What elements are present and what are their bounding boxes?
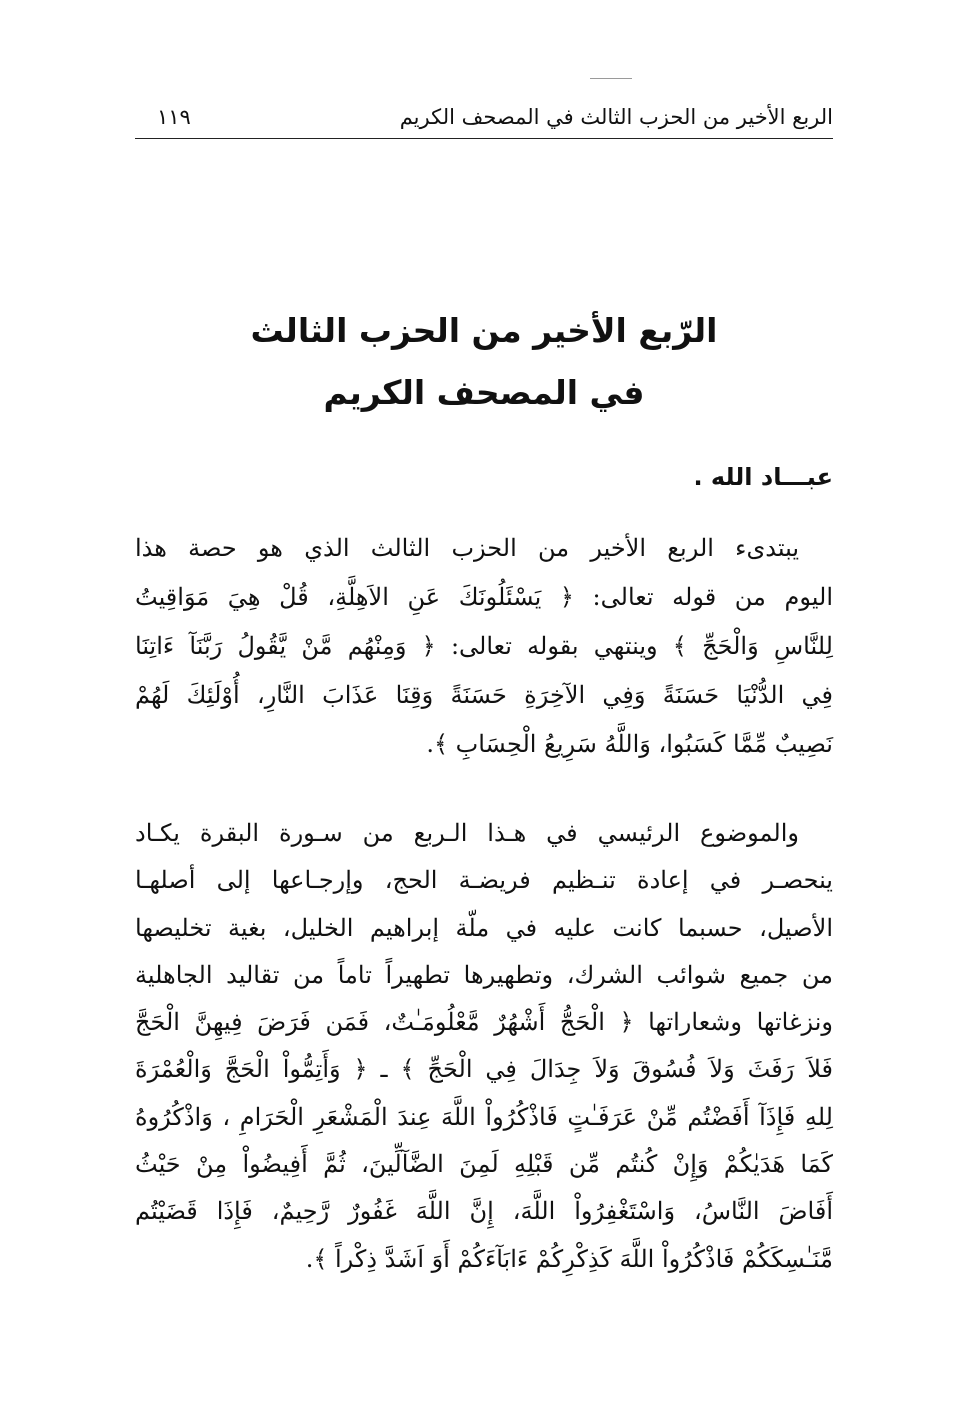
running-title: الربع الأخير من الحزب الثالث في المصحف الكريم xyxy=(399,105,833,129)
chapter-title xyxy=(135,300,833,424)
paragraph-line: فَلاَ رَفَثَ وَلاَ فُسُوقَ وَلاَ جِدَالَ فِي الْحَجِّ ﴾ ـ ﴿ وَأَتِمُّواْ الْحَجَّ وَالْعُمْرَةَ xyxy=(135,1055,834,1084)
paragraph-line: والموضوع الرئيسي في هـذا الـربع من سـورة البقرة يكـاد xyxy=(135,819,799,847)
paragraph-line: كَمَا هَدَيٰكُمْ وَإِنْ كُنتُم مِّن قَبْلِهِ لَمِنَ الضَّآلِّينَ، ثُمَّ أَفِيضُواْ مِنْ حَيْثُ xyxy=(135,1150,833,1179)
paragraph-line: ينحصـر في إعادة تنـظيم فريضـة الحج، وإرجـاعها إلى أصلهـا xyxy=(135,866,833,895)
paragraph-line: فِي الدُّنْيَا حَسَنَةً وَفِي الآخِرَةِ حَسَنَةً وَقِنَا عَذَابَ النَّارِ، أُوْلَئِكَ لَهُمْ xyxy=(135,681,833,709)
chapter-title-line-1: الرّبع الأخير من الحزب الثالث xyxy=(250,311,718,350)
paragraph-line: مَّنَـٰسِكَكُمْ فَاذْكُرُواْ اللَّهَ كَذِكْرِكُمْ ءَابَآءَكُمْ أَوَ اَشَدَّ ذِكْراً ﴾. xyxy=(305,1244,833,1273)
paragraph-line: اليوم من قوله تعالى: ﴿ يَسْئَلُونَكَ عَنِ الاَهِلَّةِ، قُلْ هِيَ مَوَاقِيتُ xyxy=(135,583,833,611)
paragraph-line: لِلهِ فَإِذَآ أَفَضْتُم مِّنْ عَرَفَـٰتٍ فَاذْكُرُواْ اللَّهَ عِندَ الْمَشْعَرِ الْحَرَامِ ، وَاذْكُرُوهُ xyxy=(135,1102,833,1131)
paragraph-line: من جميع شوائب الشرك، وتطهيرها تطهيراً تاماً من تقاليد الجاهلية xyxy=(135,960,833,989)
running-header xyxy=(135,100,833,139)
paragraph-two xyxy=(135,810,833,1283)
paragraph-line: ونزغاتها وشعاراتها ﴿ الْحَجُّ أَشْهُرٌ مَّعْلُومَـٰتٌ، فَمَن فَرَضَ فِيهِنَّ الْحَجَّ xyxy=(135,1008,833,1037)
paragraph-one xyxy=(135,524,833,769)
paragraph-line: أَفَاضَ النَّاسُ، وَاسْتَغْفِرُواْ اللَّهَ، إِنَّ اللَّهَ غَفُورٌ رَّحِيمٌ، فَإِذَا قَضَيْتُم xyxy=(135,1197,833,1226)
chapter-title-line-2: في المصحف الكريم xyxy=(323,373,645,412)
greeting: عبـــاد الله . xyxy=(693,463,833,491)
top-ornament-rule xyxy=(590,78,632,79)
paragraph-line: نَصِيبٌ مِّمَّا كَسَبُوا، وَاللَّهُ سَرِيعُ الْحِسَابِ ﴾. xyxy=(426,730,833,758)
paragraph-line: يبتدىء الربع الأخير من الحزب الثالث الذي هو حصة هذا xyxy=(135,534,799,562)
paragraph-line: لِلنَّاسِ وَالْحَجِّ ﴾ وينتهي بقوله تعالى: ﴿ وَمِنْهُم مَّنْ يَّقُولُ رَبَّنَآ ءَاتِنَا xyxy=(135,632,833,660)
paragraph-line: الأصيل، حسبما كانت عليه في ملّة إبراهيم الخليل، بغية تخليصها xyxy=(135,913,833,942)
page-number: ١١٩ xyxy=(157,105,191,129)
